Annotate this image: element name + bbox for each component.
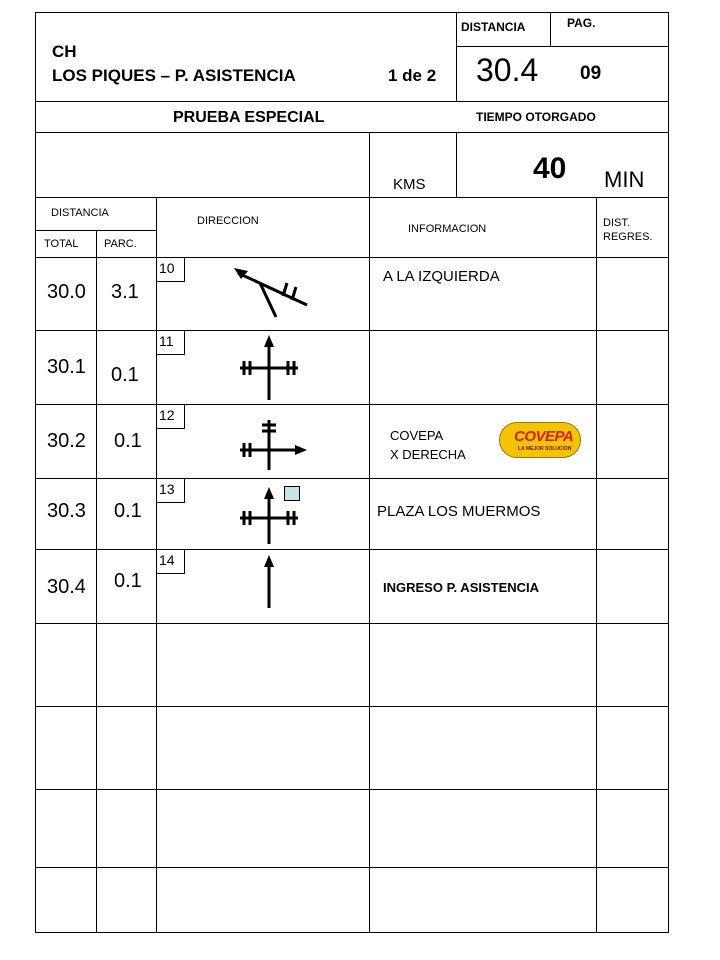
step-number: 12 xyxy=(157,405,185,429)
divider xyxy=(96,230,97,933)
time-value: 40 xyxy=(533,152,567,185)
partial-distance: 0.1 xyxy=(114,500,142,522)
distance-value: 30.4 xyxy=(476,52,539,88)
ch-label: CH xyxy=(52,42,77,61)
step-number: 14 xyxy=(157,550,185,574)
divider xyxy=(369,132,370,197)
total-distance: 30.3 xyxy=(47,500,86,522)
instruction-text: A LA IZQUIERDA xyxy=(383,268,500,285)
partial-distance: 0.1 xyxy=(111,364,139,386)
divider xyxy=(35,867,669,868)
roadbook-page xyxy=(35,12,669,933)
divider xyxy=(35,101,669,102)
divider xyxy=(550,12,551,46)
instruction-text: INGRESO P. ASISTENCIA xyxy=(383,580,540,595)
divider xyxy=(35,549,669,550)
divider xyxy=(456,132,457,197)
instruction-text: PLAZA LOS MUERMOS xyxy=(377,503,541,520)
instruction-text: COVEPA xyxy=(390,428,444,443)
stage-type: PRUEBA ESPECIAL xyxy=(173,109,325,126)
total-distance: 30.0 xyxy=(47,281,86,303)
total-column-header: TOTAL xyxy=(44,238,79,250)
divider xyxy=(35,623,669,624)
time-unit: MIN xyxy=(604,167,645,192)
divider xyxy=(35,404,669,405)
divider xyxy=(35,789,669,790)
sheet-count: 1 de 2 xyxy=(388,66,437,85)
divider xyxy=(456,46,669,47)
divider xyxy=(35,197,669,198)
straight-arrow-icon xyxy=(0,0,1,1)
covepa-logo xyxy=(499,422,581,458)
direction-column-header: DIRECCION xyxy=(197,215,259,227)
total-distance: 30.1 xyxy=(47,356,86,378)
step-number: 10 xyxy=(157,258,185,282)
page-label: PAG. xyxy=(567,16,596,30)
divider xyxy=(35,132,669,133)
divider xyxy=(35,330,669,331)
divider xyxy=(35,478,669,479)
kms-label: KMS xyxy=(393,176,426,193)
partial-column-header: PARC. xyxy=(104,238,137,250)
route-title: LOS PIQUES – P. ASISTENCIA xyxy=(52,66,296,85)
time-label: TIEMPO OTORGADO xyxy=(476,110,596,124)
information-column-header: INFORMACION xyxy=(408,223,487,235)
step-number: 13 xyxy=(157,479,185,503)
divider xyxy=(35,257,669,258)
distance-column-header: DISTANCIA xyxy=(51,207,109,219)
distance-header: DISTANCIA xyxy=(461,20,526,34)
partial-distance: 0.1 xyxy=(114,570,142,592)
logo-subtext: LA MEJOR SOLUCIÓN xyxy=(518,446,572,452)
partial-distance: 3.1 xyxy=(111,281,139,303)
divider xyxy=(35,706,669,707)
page-number: 09 xyxy=(580,63,602,84)
total-distance: 30.4 xyxy=(47,576,86,598)
divider xyxy=(456,12,457,101)
step-number: 11 xyxy=(157,331,185,355)
total-distance: 30.2 xyxy=(47,430,86,452)
plaza-square-icon xyxy=(284,486,300,501)
divider xyxy=(369,197,370,933)
dist-regres-column-header: DIST. REGRES. xyxy=(603,217,653,243)
logo-text: COVEPA xyxy=(514,428,574,445)
divider xyxy=(596,197,597,933)
partial-distance: 0.1 xyxy=(114,430,142,452)
instruction-text: X DERECHA xyxy=(390,447,466,462)
